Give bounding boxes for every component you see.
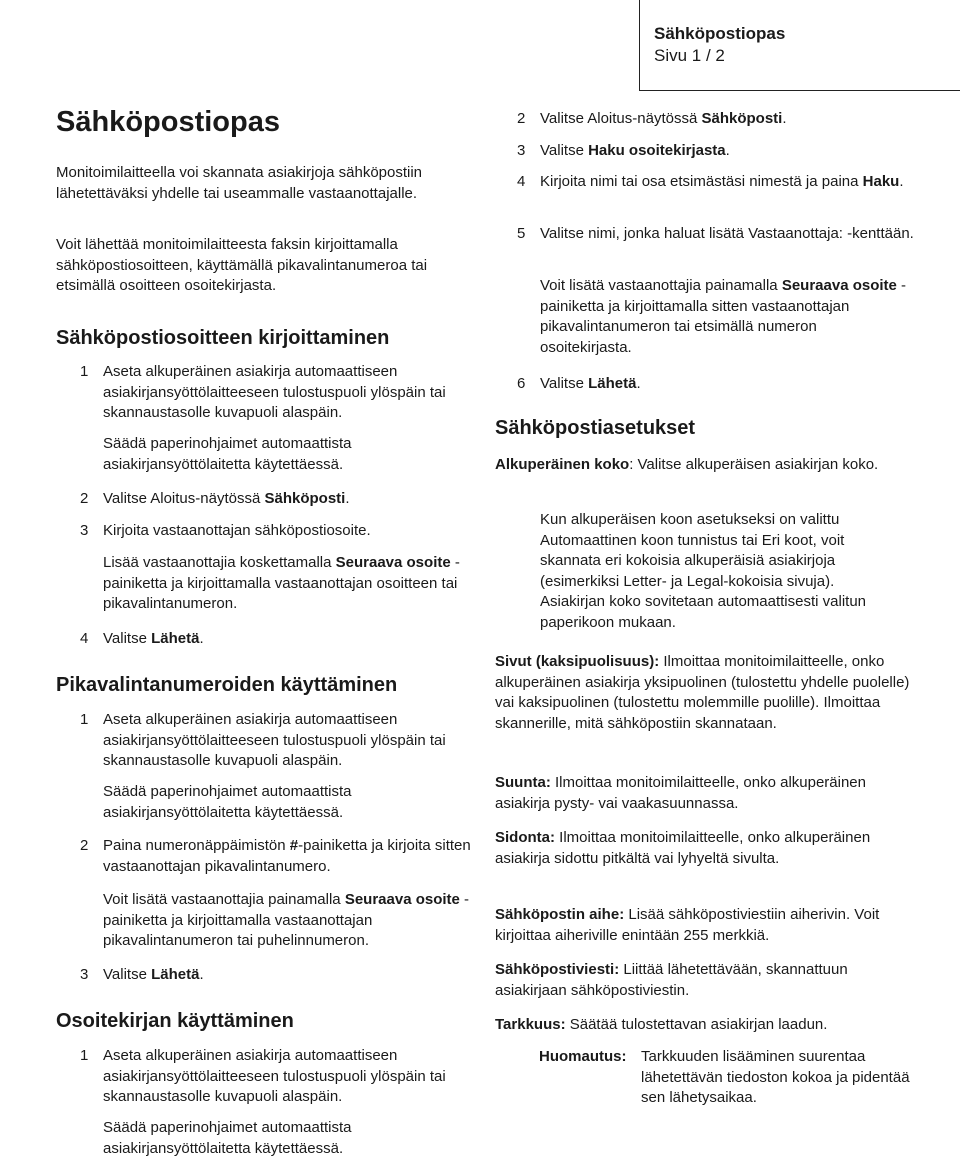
step-text: Valitse Aloitus-näytössä Sähköposti. [540, 110, 787, 127]
step-number: 4 [80, 630, 89, 647]
step-text: Valitse Lähetä. [540, 375, 641, 392]
step-number: 4 [517, 173, 526, 190]
intro-paragraph-1: Monitoimilaitteella voi skannata asiakirjoja sähköpostiin lähetettäväksi yhdelle tai useammalle vastaanottajalle. [56, 164, 423, 202]
section-title-email-address: Sähköpostiosoitteen kirjoittaminen [56, 327, 390, 349]
header-page-number: Sivu 1 / 2 [654, 46, 725, 65]
step-text: Valitse Aloitus-näytössä Sähköposti. [103, 490, 350, 507]
setting-sides: Sivut (kaksipuolisuus): Ilmoittaa monitoimilaitteelle, onko alkuperäinen asiakirja yksipuolinen (tulostettu yhdelle puolelle) vai kaksipuolinen (tulostettu molemmille puolille). Ilmoittaa skannerille, mitä sähköpostiin skannataan. [495, 653, 910, 732]
step-subtext: Säädä paperinohjaimet automaattista asiakirjansyöttölaitetta käytettäessä. [103, 435, 352, 473]
step-text: Kirjoita nimi tai osa etsimästäsi nimestä ja paina Haku. [540, 173, 904, 190]
setting-binding: Sidonta: Ilmoittaa monitoimilaitteelle, onko alkuperäinen asiakirja sidottu pitkältä vai lyhyeltä sivulta. [495, 829, 871, 867]
section-title-email-settings: Sähköpostiasetukset [495, 417, 696, 439]
step-subtext: Voit lisätä vastaanottajia painamalla Seuraava osoite -painiketta ja kirjoittamalla sitten vastaanottajan pikavalintanumeron tai etsimällä numeron osoitekirjasta. [540, 277, 907, 356]
step-number: 2 [517, 110, 526, 127]
step-number: 6 [517, 375, 526, 392]
header-title: Sähköpostiopas [654, 24, 786, 43]
step-number: 3 [80, 522, 89, 539]
step-subtext: Säädä paperinohjaimet automaattista asiakirjansyöttölaitetta käytettäessä. [103, 783, 352, 821]
setting-email-subject: Sähköpostin aihe: Lisää sähköpostiviestiin aiherivin. Voit kirjoittaa aiheriville enintään 255 merkkiä. [495, 906, 880, 944]
setting-orientation: Suunta: Ilmoittaa monitoimilaitteelle, onko alkuperäinen asiakirja pysty- vai vaakasuunnassa. [495, 774, 866, 812]
setting-original-size: Alkuperäinen koko: Valitse alkuperäisen asiakirjan koko. [495, 456, 879, 473]
step-text: Valitse Haku osoitekirjasta. [540, 142, 730, 159]
setting-original-size-note: Kun alkuperäisen koon asetukseksi on valittu Automaattinen koon tunnistus tai Eri koot, voit skannata eri kokoisia alkuperäisiä asiakirjoja (esimerkiksi Letter- ja Legal-kokoisia sivuja). Asiakirjan koko sovitetaan automaattisesti valitun paperikoon mukaan. [540, 511, 867, 631]
note-text: Tarkkuuden lisääminen suurentaa lähetettävän tiedoston kokoa ja pidentää sen lähetysaikaa. [641, 1048, 910, 1106]
step-number: 1 [80, 711, 89, 728]
step-number: 5 [517, 225, 526, 242]
step-text: Valitse nimi, jonka haluat lisätä Vastaanottaja: -kenttään. [540, 225, 914, 242]
step-subtext: Lisää vastaanottajia koskettamalla Seuraava osoite -painiketta ja kirjoittamalla vastaanottajan osoitteen tai pikavalintanumeron. [103, 554, 460, 612]
step-text: Valitse Lähetä. [103, 966, 204, 983]
step-number: 3 [517, 142, 526, 159]
intro-paragraph-2: Voit lähettää monitoimilaitteesta faksin kirjoittamalla sähköpostiosoitteen, käyttämällä pikavalintanumeroa tai etsimällä osoitteen osoitekirjasta. [56, 236, 428, 294]
setting-email-message: Sähköpostiviesti: Liittää lähetettävään, skannattuun asiakirjaan sähköpostiviestin. [495, 961, 848, 999]
document-title: Sähköpostiopas [56, 106, 280, 138]
setting-resolution: Tarkkuus: Säätää tulostettavan asiakirjan laadun. [495, 1016, 828, 1033]
step-text: Aseta alkuperäinen asiakirja automaattiseen asiakirjansyöttölaitteeseen tulostuspuoli ylöspäin tai skannaustasolle kuvapuoli alaspäin. [103, 711, 446, 769]
step-number: 1 [80, 1047, 89, 1064]
step-text: Aseta alkuperäinen asiakirja automaattiseen asiakirjansyöttölaitteeseen tulostuspuoli ylöspäin tai skannaustasolle kuvapuoli alaspäin. [103, 363, 446, 421]
section-title-speed-dial: Pikavalintanumeroiden käyttäminen [56, 674, 398, 696]
step-number: 1 [80, 363, 89, 380]
step-text: Kirjoita vastaanottajan sähköpostiosoite. [103, 522, 371, 539]
step-text: Paina numeronäppäimistön #-painiketta ja kirjoita sitten vastaanottajan pikavalintanumero. [103, 837, 471, 875]
step-number: 2 [80, 837, 89, 854]
step-subtext: Säädä paperinohjaimet automaattista asiakirjansyöttölaitetta käytettäessä. [103, 1119, 352, 1157]
section-title-address-book: Osoitekirjan käyttäminen [56, 1010, 294, 1032]
step-text: Aseta alkuperäinen asiakirja automaattiseen asiakirjansyöttölaitteeseen tulostuspuoli ylöspäin tai skannaustasolle kuvapuoli alaspäin. [103, 1047, 446, 1105]
step-number: 2 [80, 490, 89, 507]
step-subtext: Voit lisätä vastaanottajia painamalla Seuraava osoite -painiketta ja kirjoittamalla vastaanottajan pikavalintanumeron tai puhelinnumeron. [103, 891, 470, 949]
step-number: 3 [80, 966, 89, 983]
step-text: Valitse Lähetä. [103, 630, 204, 647]
note-label: Huomautus: [539, 1048, 627, 1065]
